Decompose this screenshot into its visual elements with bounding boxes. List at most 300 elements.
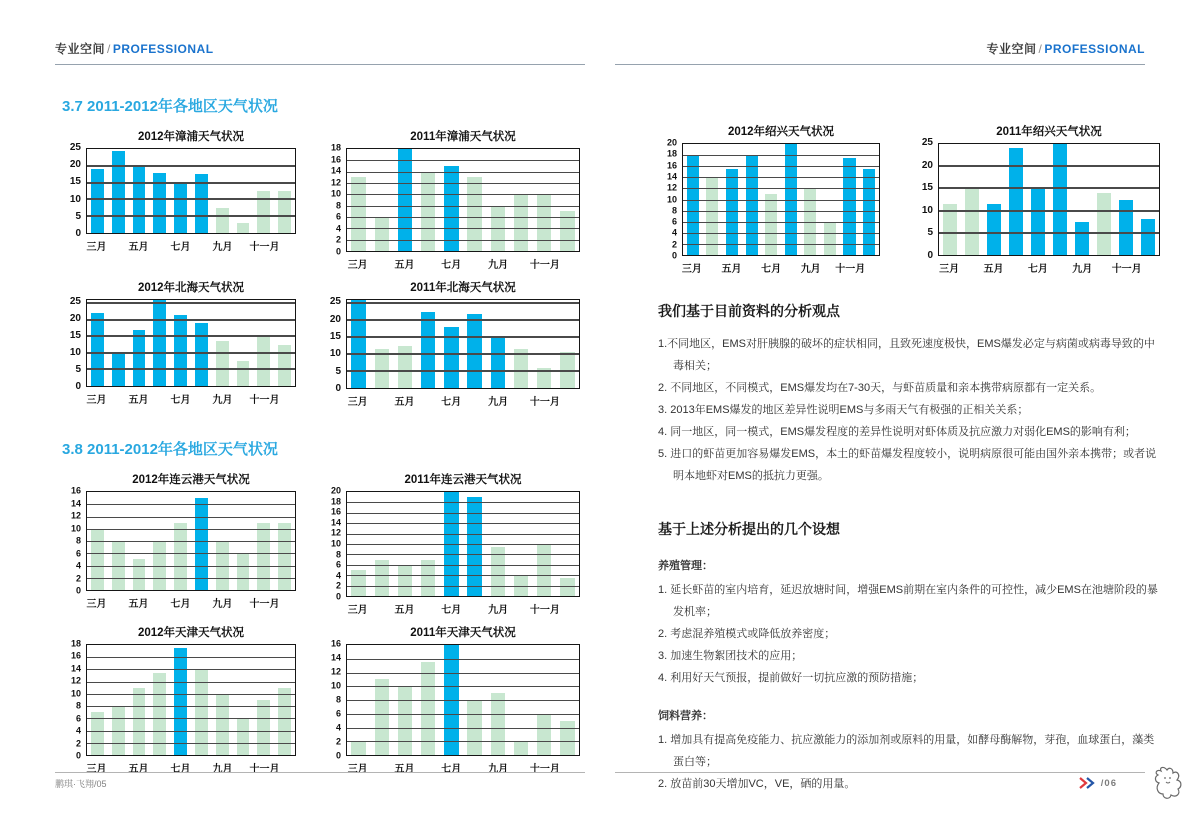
y-tick-label: 8 bbox=[335, 694, 341, 705]
x-tick-label: 七月 bbox=[170, 395, 191, 406]
header-title-zh: 专业空间 bbox=[55, 42, 106, 56]
gridline bbox=[87, 335, 295, 337]
x-tick-label: 三月 bbox=[347, 764, 368, 775]
chart-title: 2012年连云港天气状况 bbox=[132, 474, 250, 486]
y-tick-label: 14 bbox=[330, 165, 341, 176]
x-tick-label: 十一月 bbox=[529, 764, 560, 775]
gridline bbox=[347, 586, 579, 587]
gridline bbox=[87, 302, 295, 304]
farming-point: 3. 加速生物絮团技术的应用； bbox=[658, 650, 803, 662]
chart-row-shaoxing bbox=[658, 123, 1160, 275]
y-tick-label: 25 bbox=[69, 296, 81, 308]
ideas-heading: 基于上述分析提出的几个设想 bbox=[658, 521, 840, 537]
x-tick-label: 五月 bbox=[394, 605, 415, 616]
y-tick-label: 25 bbox=[921, 137, 933, 148]
x-tick-label: 五月 bbox=[128, 764, 149, 775]
gridline bbox=[87, 578, 295, 579]
gridline bbox=[87, 743, 295, 744]
gridline bbox=[87, 731, 295, 732]
brand-logo-icon bbox=[1078, 777, 1098, 789]
gridline bbox=[347, 319, 579, 321]
y-tick-label: 6 bbox=[335, 211, 341, 222]
x-tick-label: 九月 bbox=[488, 764, 509, 775]
y-tick-label: 12 bbox=[330, 527, 341, 538]
x-tick-label: 五月 bbox=[128, 599, 149, 610]
bar-九月 bbox=[491, 693, 505, 755]
bar-十二月 bbox=[278, 345, 291, 386]
x-tick-label: 五月 bbox=[394, 764, 415, 775]
x-tick-label: 三月 bbox=[86, 764, 107, 775]
bar-五月 bbox=[398, 565, 412, 596]
y-tick-label: 15 bbox=[69, 176, 81, 188]
y-tick-label: 16 bbox=[330, 506, 341, 517]
bar-十二月 bbox=[560, 721, 574, 755]
gridline bbox=[347, 502, 579, 503]
gridline bbox=[683, 155, 879, 156]
x-tick-label: 十一月 bbox=[1111, 264, 1142, 275]
chart-plot-area bbox=[86, 148, 296, 234]
y-tick-label: 8 bbox=[671, 205, 677, 216]
y-tick-label: 12 bbox=[330, 177, 341, 188]
gridline bbox=[87, 669, 295, 670]
feed-point: 1. 增加具有提高免疫能力、抗应激能力的添加剂或原料的用量，如酵母酶解物，芽孢，血球蛋白，藻类蛋白等； bbox=[658, 734, 1155, 768]
x-tick-label: 九月 bbox=[800, 264, 821, 275]
x-tick-label: 三月 bbox=[86, 242, 107, 253]
gridline bbox=[683, 166, 879, 167]
bar-五月 bbox=[133, 330, 146, 386]
bar-七月 bbox=[174, 315, 187, 386]
y-tick-label: 15 bbox=[921, 182, 933, 194]
x-tick-label: 七月 bbox=[170, 242, 191, 253]
chart-grid-3-7 bbox=[62, 128, 600, 408]
chart-title: 2012年北海天气状况 bbox=[137, 282, 245, 294]
header-left bbox=[55, 40, 585, 65]
y-tick-label: 4 bbox=[335, 570, 341, 581]
y-tick-label: 18 bbox=[330, 496, 341, 507]
header-title-zh: 专业空间 bbox=[986, 42, 1037, 56]
bar-十一月 bbox=[537, 544, 551, 596]
x-tick-label: 三月 bbox=[86, 395, 107, 406]
bar-十一月 bbox=[1119, 200, 1133, 256]
x-tick-label: 五月 bbox=[983, 264, 1004, 275]
y-tick-label: 14 bbox=[70, 663, 81, 674]
gridline bbox=[87, 718, 295, 719]
y-tick-label: 10 bbox=[329, 348, 341, 360]
gridline bbox=[347, 206, 579, 207]
y-tick-label: 2 bbox=[335, 234, 341, 245]
analysis-point: 2. 不同地区，不同模式，EMS爆发均在7-30天，与虾苗质量和亲本携带病原都有一定关系。 bbox=[658, 382, 1102, 394]
y-tick-label: 25 bbox=[329, 296, 341, 308]
gridline bbox=[347, 240, 579, 241]
bar-九月 bbox=[491, 337, 505, 388]
bar-五月 bbox=[726, 169, 738, 255]
footer-left-text: 鹏琪·飞翔/05 bbox=[55, 779, 107, 789]
spread-header bbox=[0, 0, 1200, 65]
gridline bbox=[939, 165, 1159, 167]
x-tick-label: 三月 bbox=[939, 264, 960, 275]
chart-2012-beihai bbox=[62, 279, 296, 406]
gridline bbox=[87, 529, 295, 530]
y-tick-label: 5 bbox=[75, 364, 81, 376]
x-tick-label: 十一月 bbox=[529, 605, 560, 616]
bar-七月 bbox=[444, 166, 458, 251]
y-tick-label: 10 bbox=[921, 204, 933, 216]
chart-2011-zhangpu bbox=[322, 128, 580, 271]
bar-十月 bbox=[237, 553, 250, 590]
gridline bbox=[683, 244, 879, 245]
gridline bbox=[87, 182, 295, 184]
y-tick-label: 14 bbox=[330, 517, 341, 528]
y-tick-label: 5 bbox=[927, 227, 933, 239]
analysis-point: 3. 2013年EMS爆发的地区差异性说明EMS与多雨天气有极强的正相关关系； bbox=[658, 404, 1029, 416]
gridline bbox=[683, 211, 879, 212]
y-tick-label: 10 bbox=[70, 688, 81, 699]
chart-plot-area bbox=[346, 491, 580, 597]
y-tick-label: 10 bbox=[70, 523, 81, 533]
y-tick-label: 8 bbox=[335, 549, 341, 560]
header-right bbox=[615, 40, 1145, 65]
chart-title: 2011年天津天气状况 bbox=[410, 627, 516, 639]
x-tick-label: 七月 bbox=[441, 605, 462, 616]
feed-label: 饲料营养： bbox=[658, 710, 713, 722]
chart-title: 2012年天津天气状况 bbox=[137, 627, 245, 639]
y-tick-label: 0 bbox=[75, 228, 81, 239]
gridline bbox=[347, 183, 579, 184]
x-tick-label: 三月 bbox=[347, 260, 368, 271]
gridline bbox=[939, 232, 1159, 234]
gridline bbox=[87, 517, 295, 518]
bar-十二月 bbox=[1141, 219, 1155, 255]
bar-六月 bbox=[746, 155, 758, 255]
header-title-en: PROFESSIONAL bbox=[112, 42, 214, 56]
x-tick-label: 五月 bbox=[128, 395, 149, 406]
chart-title: 2011年北海天气状况 bbox=[410, 282, 516, 294]
gridline bbox=[347, 673, 579, 674]
bar-十二月 bbox=[863, 169, 875, 255]
gridline bbox=[87, 504, 295, 505]
gridline bbox=[87, 694, 295, 695]
analysis-point: 1.不同地区，EMS对肝胰腺的破坏的症状相同，且致死速度极快，EMS爆发必定与病菌或病毒导致的中毒相关； bbox=[658, 338, 1155, 372]
y-tick-label: 10 bbox=[666, 194, 677, 204]
bar-七月 bbox=[174, 648, 187, 755]
y-tick-label: 5 bbox=[75, 210, 81, 222]
y-tick-label: 14 bbox=[666, 171, 677, 182]
x-tick-label: 七月 bbox=[1027, 264, 1048, 275]
spread-footer bbox=[0, 772, 1200, 791]
analysis-points bbox=[658, 333, 1160, 487]
y-tick-label: 20 bbox=[921, 159, 933, 171]
x-tick-label: 九月 bbox=[212, 395, 233, 406]
bar-十月 bbox=[514, 741, 528, 755]
y-tick-label: 2 bbox=[75, 573, 81, 583]
gridline bbox=[347, 160, 579, 161]
y-tick-label: 16 bbox=[70, 650, 81, 661]
bar-三月 bbox=[91, 529, 104, 590]
x-tick-label: 七月 bbox=[441, 397, 462, 408]
bar-十一月 bbox=[257, 523, 270, 590]
gridline bbox=[87, 553, 295, 554]
y-tick-label: 8 bbox=[335, 200, 341, 211]
gridline bbox=[347, 534, 579, 535]
x-tick-label: 九月 bbox=[212, 599, 233, 610]
bar-十二月 bbox=[278, 191, 291, 233]
gridline bbox=[347, 575, 579, 576]
gridline bbox=[87, 319, 295, 321]
y-tick-label: 16 bbox=[330, 638, 341, 649]
bar-三月 bbox=[351, 570, 365, 596]
gridline bbox=[87, 541, 295, 542]
analysis-point: 4. 同一地区，同一模式，EMS爆发程度的差异性说明对虾体质及抗应激力对弱化EMS的影响有利； bbox=[658, 426, 1136, 438]
gridline bbox=[87, 682, 295, 683]
gridline bbox=[347, 228, 579, 229]
y-tick-label: 20 bbox=[329, 313, 341, 325]
bar-十月 bbox=[237, 223, 250, 233]
bar-十一月 bbox=[537, 194, 551, 251]
chart-plot-area bbox=[86, 644, 296, 756]
bar-十月 bbox=[1097, 193, 1111, 255]
gridline bbox=[347, 194, 579, 195]
gridline bbox=[683, 200, 879, 201]
chart-2011-shaoxing bbox=[914, 123, 1160, 275]
bar-三月 bbox=[91, 169, 104, 233]
y-tick-label: 10 bbox=[69, 193, 81, 205]
bar-十一月 bbox=[843, 158, 855, 255]
bar-五月 bbox=[398, 686, 412, 755]
chart-title: 2012年绍兴天气状况 bbox=[727, 126, 835, 138]
chart-title: 2012年漳浦天气状况 bbox=[137, 131, 245, 143]
y-tick-label: 6 bbox=[671, 216, 677, 227]
y-tick-label: 10 bbox=[330, 680, 341, 691]
bar-五月 bbox=[133, 559, 146, 590]
chart-plot-area bbox=[346, 644, 580, 756]
y-tick-label: 20 bbox=[69, 159, 81, 171]
y-tick-label: 18 bbox=[330, 142, 341, 153]
y-tick-label: 2 bbox=[75, 738, 81, 749]
bar-五月 bbox=[133, 688, 146, 755]
section-3-7-title: 3.7 2011-2012年各地区天气状况 bbox=[62, 98, 278, 115]
gridline bbox=[87, 352, 295, 354]
y-tick-label: 5 bbox=[335, 365, 341, 377]
y-tick-label: 14 bbox=[70, 498, 81, 508]
x-tick-label: 九月 bbox=[488, 397, 509, 408]
gridline bbox=[939, 210, 1159, 212]
y-tick-label: 10 bbox=[330, 538, 341, 549]
y-tick-label: 18 bbox=[70, 638, 81, 649]
y-tick-label: 2 bbox=[671, 239, 677, 250]
spread-body bbox=[0, 65, 1200, 795]
bar-十二月 bbox=[278, 688, 291, 755]
gridline bbox=[347, 714, 579, 715]
chart-2012-zhangpu bbox=[62, 128, 296, 253]
bar-四月 bbox=[375, 217, 389, 251]
bar-九月 bbox=[216, 208, 229, 233]
x-tick-label: 五月 bbox=[394, 260, 415, 271]
bar-四月 bbox=[965, 188, 979, 255]
gridline bbox=[347, 523, 579, 524]
gridline bbox=[347, 336, 579, 338]
right-page bbox=[600, 65, 1200, 795]
y-tick-label: 12 bbox=[70, 510, 81, 521]
bar-五月 bbox=[398, 346, 412, 388]
bar-七月 bbox=[174, 183, 187, 233]
x-tick-label: 七月 bbox=[761, 264, 782, 275]
y-tick-label: 12 bbox=[666, 182, 677, 193]
gridline bbox=[347, 172, 579, 173]
chart-plot-area bbox=[938, 143, 1160, 256]
feed-point: 2. 放苗前30天增加VC，VE，硒的用量。 bbox=[658, 778, 856, 790]
bar-四月 bbox=[375, 679, 389, 755]
bar-十二月 bbox=[560, 578, 574, 596]
header-slash: / bbox=[1038, 42, 1043, 56]
x-tick-label: 七月 bbox=[170, 599, 191, 610]
x-tick-label: 五月 bbox=[721, 264, 742, 275]
x-tick-label: 十一月 bbox=[249, 764, 280, 775]
bar-五月 bbox=[987, 204, 1001, 255]
x-tick-label: 三月 bbox=[681, 264, 702, 275]
gridline bbox=[347, 370, 579, 372]
farming-label: 养殖管理： bbox=[658, 560, 713, 572]
farming-points bbox=[658, 579, 1160, 689]
x-tick-label: 十一月 bbox=[835, 264, 866, 275]
bar-十月 bbox=[237, 718, 250, 755]
gridline bbox=[347, 513, 579, 514]
y-tick-label: 6 bbox=[75, 548, 81, 558]
bar-八月 bbox=[195, 323, 208, 386]
farming-point: 2. 考虑混养殖模式或降低放养密度； bbox=[658, 628, 836, 640]
analysis-point: 5. 进口的虾苗更加容易爆发EMS，本土的虾苗爆发程度较小，说明病原很可能由国外亲本携带；或者说明本地虾对EMS的抵抗力更强。 bbox=[658, 448, 1157, 482]
x-tick-label: 三月 bbox=[347, 605, 368, 616]
gridline bbox=[347, 700, 579, 701]
y-tick-label: 0 bbox=[335, 246, 341, 257]
gridline bbox=[87, 215, 295, 217]
bar-四月 bbox=[112, 151, 125, 233]
gridline bbox=[683, 222, 879, 223]
farming-point: 4. 利用好天气预报，提前做好一切抗应激的预防措施； bbox=[658, 672, 924, 684]
y-tick-label: 12 bbox=[330, 666, 341, 677]
chart-title: 2011年漳浦天气状况 bbox=[410, 131, 516, 143]
y-tick-label: 0 bbox=[335, 750, 341, 761]
gridline bbox=[683, 188, 879, 189]
gridline bbox=[347, 217, 579, 218]
gridline bbox=[87, 198, 295, 200]
y-tick-label: 0 bbox=[75, 381, 81, 392]
chart-2011-tianjin bbox=[322, 624, 580, 775]
y-tick-label: 16 bbox=[330, 154, 341, 165]
x-tick-label: 九月 bbox=[1072, 264, 1093, 275]
bar-六月 bbox=[153, 300, 166, 386]
x-tick-label: 九月 bbox=[488, 605, 509, 616]
bar-十月 bbox=[514, 194, 528, 251]
gridline bbox=[87, 706, 295, 707]
chart-title: 2011年连云港天气状况 bbox=[404, 474, 522, 486]
x-tick-label: 九月 bbox=[212, 764, 233, 775]
chart-plot-area bbox=[682, 143, 880, 256]
section-3-8-title: 3.8 2011-2012年各地区天气状况 bbox=[62, 441, 278, 458]
bar-九月 bbox=[216, 694, 229, 755]
x-tick-label: 十一月 bbox=[529, 397, 560, 408]
bar-九月 bbox=[216, 341, 229, 386]
y-tick-label: 0 bbox=[671, 250, 677, 261]
footer-page-number: /06 bbox=[1100, 777, 1117, 789]
bar-九月 bbox=[1075, 222, 1089, 255]
y-tick-label: 10 bbox=[330, 188, 341, 199]
bar-三月 bbox=[351, 300, 365, 388]
y-tick-label: 14 bbox=[330, 652, 341, 663]
gridline bbox=[87, 657, 295, 658]
chart-2012-lianyungang bbox=[62, 471, 296, 610]
x-tick-label: 七月 bbox=[170, 764, 191, 775]
gridline bbox=[347, 565, 579, 566]
y-tick-label: 4 bbox=[335, 722, 341, 733]
gridline bbox=[347, 302, 579, 304]
x-tick-label: 十一月 bbox=[249, 599, 280, 610]
header-slash: / bbox=[107, 42, 111, 56]
gridline bbox=[87, 566, 295, 567]
x-tick-label: 七月 bbox=[441, 260, 462, 271]
x-tick-label: 五月 bbox=[394, 397, 415, 408]
chart-2012-shaoxing bbox=[658, 123, 880, 275]
x-tick-label: 十一月 bbox=[249, 242, 280, 253]
y-tick-label: 15 bbox=[69, 330, 81, 342]
bar-十二月 bbox=[278, 523, 291, 590]
chart-title: 2011年绍兴天气状况 bbox=[996, 126, 1102, 138]
y-tick-label: 4 bbox=[75, 725, 81, 736]
chart-grid-3-8 bbox=[62, 471, 600, 775]
x-tick-label: 七月 bbox=[441, 764, 462, 775]
y-tick-label: 16 bbox=[70, 485, 81, 496]
bar-十月 bbox=[824, 222, 836, 255]
x-tick-label: 三月 bbox=[86, 599, 107, 610]
gridline bbox=[683, 233, 879, 234]
bar-三月 bbox=[687, 155, 699, 255]
gridline bbox=[87, 165, 295, 167]
bar-五月 bbox=[398, 149, 412, 251]
chart-plot-area bbox=[86, 299, 296, 387]
y-tick-label: 2 bbox=[335, 580, 341, 591]
y-tick-label: 20 bbox=[330, 485, 341, 496]
x-tick-label: 九月 bbox=[488, 260, 509, 271]
x-tick-label: 十一月 bbox=[249, 395, 280, 406]
bar-七月 bbox=[1031, 188, 1045, 255]
bar-七月 bbox=[174, 523, 187, 590]
gridline bbox=[347, 659, 579, 660]
bar-十一月 bbox=[257, 700, 270, 755]
bar-六月 bbox=[421, 312, 435, 388]
y-tick-label: 20 bbox=[69, 313, 81, 325]
y-tick-label: 8 bbox=[75, 700, 81, 711]
chart-plot-area bbox=[346, 148, 580, 252]
gridline bbox=[347, 686, 579, 687]
chart-plot-area bbox=[346, 299, 580, 389]
x-tick-label: 五月 bbox=[128, 242, 149, 253]
y-tick-label: 25 bbox=[69, 142, 81, 153]
bar-十一月 bbox=[257, 335, 270, 386]
bar-三月 bbox=[351, 741, 365, 755]
bar-十月 bbox=[237, 361, 250, 386]
y-tick-label: 0 bbox=[75, 585, 81, 596]
x-tick-label: 三月 bbox=[347, 397, 368, 408]
y-tick-label: 0 bbox=[335, 591, 341, 602]
y-tick-label: 6 bbox=[335, 708, 341, 719]
x-tick-label: 九月 bbox=[212, 242, 233, 253]
bar-八月 bbox=[1053, 144, 1067, 255]
y-tick-label: 8 bbox=[75, 535, 81, 546]
y-tick-label: 10 bbox=[69, 347, 81, 359]
bar-十一月 bbox=[537, 714, 551, 755]
y-tick-label: 2 bbox=[335, 736, 341, 747]
mascot-sketch-icon bbox=[1153, 765, 1183, 803]
bar-八月 bbox=[195, 498, 208, 590]
